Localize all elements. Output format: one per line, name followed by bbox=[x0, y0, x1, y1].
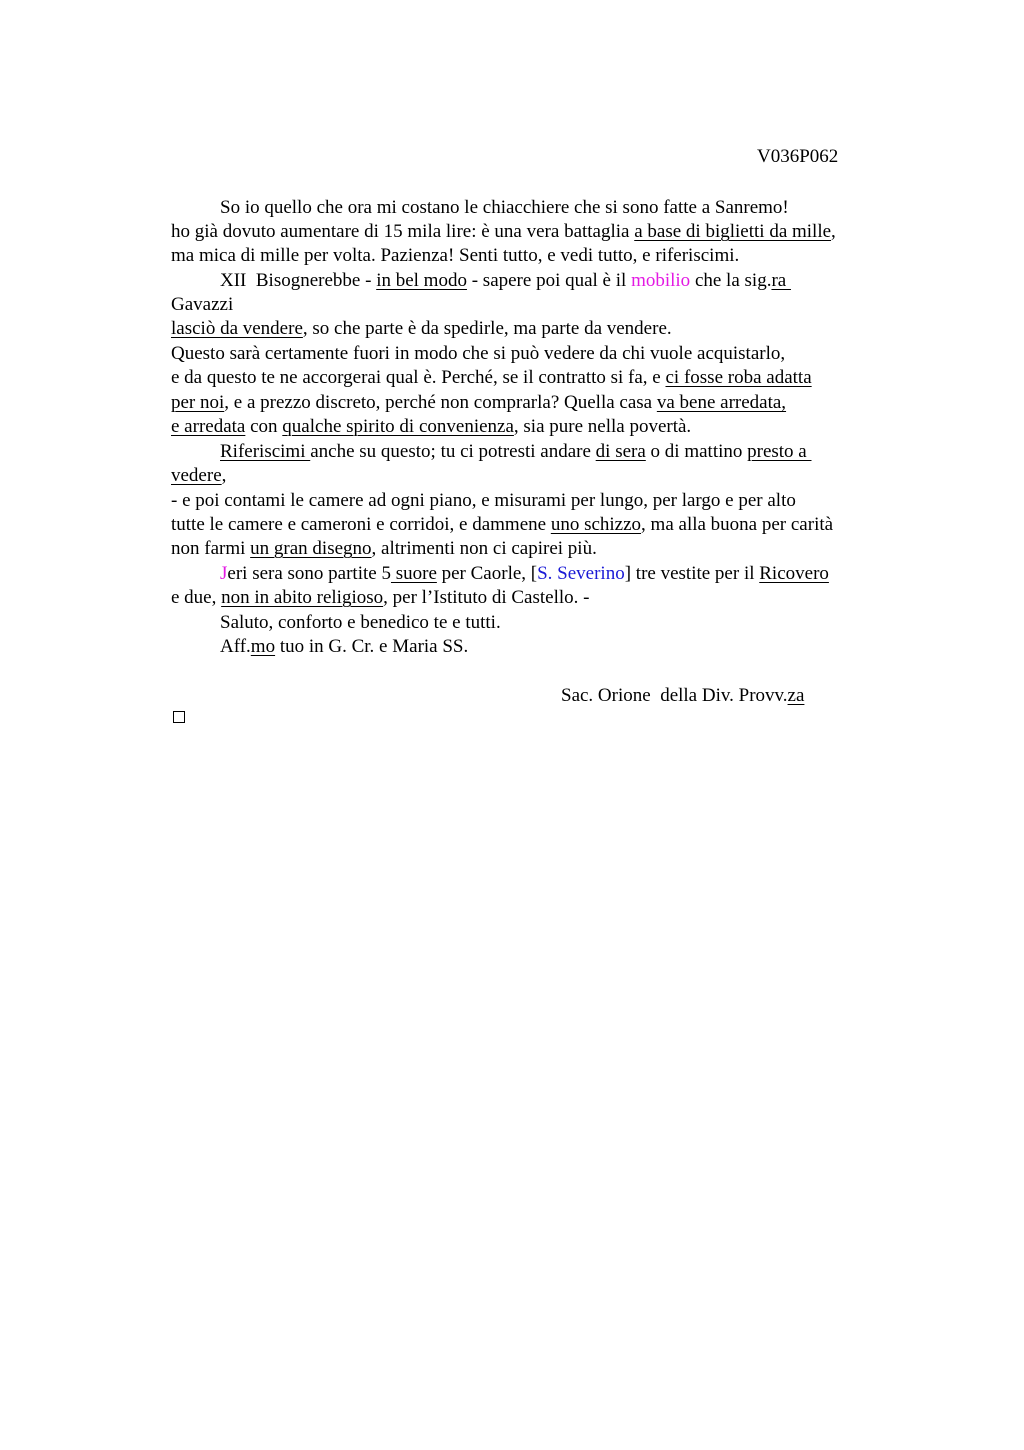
text-line-19 bbox=[220, 635, 468, 659]
underlined-phrase: suore bbox=[390, 563, 437, 584]
text-segment: che la sig. bbox=[690, 270, 772, 291]
text-segment: e da questo te ne accorgerai qual è. Perché, se il contratto si fa, e bbox=[171, 367, 666, 388]
text-segment: Questo sarà certamente fuori in modo che si può vedere da chi vuole acquistarlo, bbox=[171, 343, 786, 364]
text-line-3 bbox=[171, 244, 739, 268]
underlined-phrase: presto a bbox=[747, 441, 812, 462]
text-line-9 bbox=[171, 391, 786, 415]
signature-text: Sac. Orione della Div. Provv. bbox=[561, 685, 788, 706]
text-line-2 bbox=[171, 220, 836, 244]
underlined-abbreviation: ra bbox=[771, 270, 791, 291]
text-line-13 bbox=[171, 489, 796, 513]
text-segment: anche su questo; tu ci potresti andare bbox=[310, 441, 596, 462]
underlined-phrase: Ricovero bbox=[759, 563, 829, 584]
text-line-16 bbox=[220, 562, 829, 586]
text-segment: So io quello che ora mi costano le chiacchiere che si sono fatte a Sanremo! bbox=[220, 197, 789, 218]
text-line-11 bbox=[220, 440, 812, 464]
text-line-14 bbox=[171, 513, 833, 537]
text-segment: , e a prezzo discreto, perché non comprarla? Quella casa bbox=[224, 392, 657, 413]
text-segment: con bbox=[245, 416, 283, 437]
underlined-phrase: qualche spirito di convenienza bbox=[282, 416, 514, 437]
end-marker-box bbox=[173, 711, 185, 723]
text-segment: , bbox=[221, 465, 227, 486]
signature-abbreviation: za bbox=[787, 685, 805, 706]
text-segment: o di mattino bbox=[645, 441, 748, 462]
text-segment: - sapere poi qual è il bbox=[466, 270, 632, 291]
underlined-phrase: a base di biglietti da mille bbox=[634, 221, 832, 242]
page-reference-code: V036P062 bbox=[757, 146, 839, 167]
text-line-5 bbox=[171, 293, 233, 317]
text-segment: , ma alla buona per carità bbox=[641, 514, 834, 535]
text-segment: , per l’Istituto di Castello. - bbox=[383, 587, 590, 608]
text-line-4 bbox=[220, 269, 791, 293]
text-segment: , bbox=[831, 221, 836, 242]
text-segment: eri sera sono partite 5 bbox=[227, 563, 391, 584]
text-segment: , so che parte è da spedirle, ma parte da vendere. bbox=[302, 318, 672, 339]
text-line-7 bbox=[171, 342, 785, 366]
text-line-8 bbox=[171, 366, 812, 390]
text-line-1 bbox=[220, 196, 789, 220]
text-segment: ] tre vestite per il bbox=[624, 563, 760, 584]
highlighted-letter-magenta: J bbox=[220, 563, 228, 584]
highlighted-phrase-blue: S. Severino bbox=[537, 563, 625, 584]
signature-line bbox=[561, 684, 804, 708]
text-line-10 bbox=[171, 415, 691, 439]
underlined-abbreviation: mo bbox=[250, 636, 276, 657]
text-segment: Aff. bbox=[220, 636, 251, 657]
underlined-phrase: in bel modo bbox=[376, 270, 467, 291]
text-segment: tuo in G. Cr. e Maria SS. bbox=[275, 636, 469, 657]
text-segment: per Caorle, [ bbox=[436, 563, 538, 584]
underlined-phrase: un gran disegno bbox=[250, 538, 372, 559]
underlined-phrase: vedere bbox=[171, 465, 222, 486]
text-segment: , sia pure nella povertà. bbox=[513, 416, 692, 437]
text-segment: e due, bbox=[171, 587, 222, 608]
text-line-12 bbox=[171, 464, 226, 488]
text-segment: Saluto, conforto e benedico te e tutti. bbox=[220, 612, 501, 633]
underlined-phrase: ci fosse roba adatta bbox=[665, 367, 812, 388]
underlined-phrase: per noi bbox=[171, 392, 225, 413]
underlined-phrase: uno schizzo bbox=[550, 514, 642, 535]
text-segment: , altrimenti non ci capirei più. bbox=[371, 538, 597, 559]
underlined-phrase: lasciò da vendere bbox=[171, 318, 303, 339]
text-line-6 bbox=[171, 317, 672, 341]
underlined-phrase: e arredata bbox=[171, 416, 246, 437]
text-segment: ho già dovuto aumentare di 15 mila lire: è una vera battaglia bbox=[171, 221, 635, 242]
underlined-phrase: di sera bbox=[595, 441, 646, 462]
underlined-phrase: va bene arredata, bbox=[656, 392, 787, 413]
text-segment: non farmi bbox=[171, 538, 251, 559]
text-line-15 bbox=[171, 537, 597, 561]
underlined-phrase: Riferiscimi bbox=[220, 441, 311, 462]
text-line-18 bbox=[220, 611, 501, 635]
text-segment: tutte le camere e cameroni e corridoi, e dammene bbox=[171, 514, 551, 535]
text-segment: ma mica di mille per volta. Pazienza! Senti tutto, e vedi tutto, e riferiscimi. bbox=[171, 245, 740, 266]
text-segment: - e poi contami le camere ad ogni piano, e misurami per lungo, per largo e per alto bbox=[171, 490, 796, 511]
underlined-phrase: non in abito religioso bbox=[221, 587, 384, 608]
text-segment: Gavazzi bbox=[171, 294, 234, 315]
text-segment: XII Bisognerebbe - bbox=[220, 270, 377, 291]
highlighted-word-magenta: mobilio bbox=[631, 270, 691, 291]
text-line-17 bbox=[171, 586, 589, 610]
